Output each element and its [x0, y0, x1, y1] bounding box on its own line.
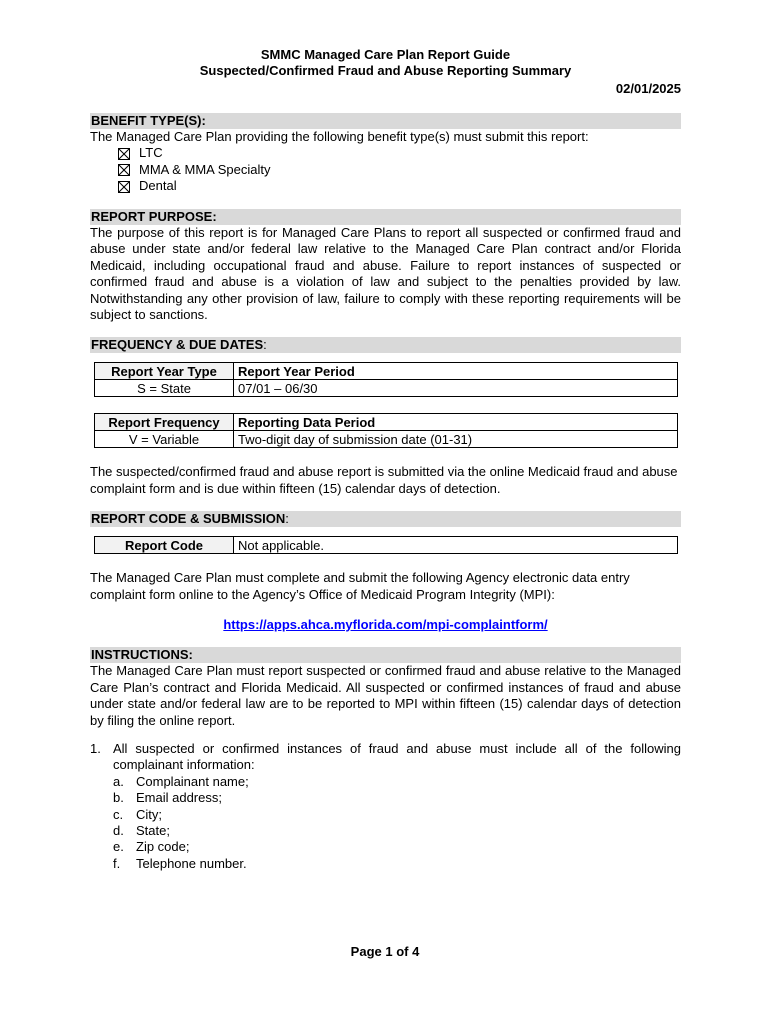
list-item-text: All suspected or confirmed instances of fraud and abuse must include all of the following complainant information:: [113, 741, 681, 773]
sub-item-letter: b.: [113, 790, 124, 806]
report-code-heading: [90, 511, 681, 527]
instructions-text: The Managed Care Plan must report suspected or confirmed fraud and abuse relative to the Managed Care Plan’s contract and Florida Medicaid. All suspected or confirmed instances of fraud and abuse under state and/or federal law are to be reported to MPI within fifteen (15) calendar days of detection by filing the online report.: [90, 663, 681, 728]
sub-list-item: [113, 807, 681, 823]
benefit-types-intro: The Managed Care Plan providing the following benefit type(s) must submit this report:: [90, 129, 589, 144]
sub-item-text: City;: [136, 806, 162, 822]
report-code-value: Not applicable.: [234, 537, 678, 554]
report-code-label: Report Code: [95, 537, 234, 554]
report-frequency-table: [94, 413, 678, 448]
complainant-info-list: [113, 774, 681, 872]
list-item-number: 1.: [90, 741, 101, 756]
report-code-heading-label: REPORT CODE & SUBMISSION: [91, 511, 286, 527]
report-frequency-header: Report Frequency: [95, 414, 234, 431]
list-item-body: [113, 741, 681, 872]
reporting-data-period-value: Two-digit day of submission date (01-31): [234, 431, 678, 448]
checked-box-icon: [118, 181, 130, 193]
sub-list-item: [113, 774, 681, 790]
benefit-types-list: [90, 145, 681, 195]
report-code-text: The Managed Care Plan must complete and submit the following Agency electronic data entry complaint form online to the Agency’s Office of Medicaid Program Integrity (MPI):: [90, 570, 630, 602]
report-code-table: [94, 536, 678, 554]
benefit-types-heading: BENEFIT TYPE(S):: [90, 113, 681, 129]
sub-item-letter: e.: [113, 839, 124, 855]
instructions-list: [90, 741, 681, 872]
sub-list-item: [113, 839, 681, 855]
document-title: [90, 47, 681, 79]
sub-item-text: Telephone number.: [136, 855, 247, 871]
frequency-note: The suspected/confirmed fraud and abuse report is submitted via the online Medicaid fraud and abuse complaint form and is due within fifteen (15) calendar days of detection.: [90, 464, 678, 496]
sub-item-letter: d.: [113, 823, 124, 839]
sub-item-text: Zip code;: [136, 839, 190, 855]
report-purpose-text: The purpose of this report is for Managed Care Plans to report all suspected or confirmed fraud and abuse under state and/or federal law relative to the Managed Care Plan contract and/or Florida Medicaid, including occupational fraud and abuse. Failure to report instances of suspected or confirmed fraud and abuse is a violation of law and subject to the penalties provided by law. Notwithstanding any other provision of law, failure to comply with these reporting requirements will be subject to sanctions.: [90, 224, 681, 322]
report-code-heading-colon: :: [285, 511, 289, 527]
benefit-type-ltc: [118, 145, 681, 162]
document-content: [90, 47, 681, 872]
list-item: [90, 741, 681, 872]
complaint-form-link[interactable]: https://apps.ahca.myflorida.com/mpi-complaintform/: [223, 616, 548, 632]
sub-list-item: [113, 856, 681, 872]
benefit-type-label: Dental: [139, 178, 177, 194]
frequency-heading-colon: :: [263, 337, 267, 353]
sub-item-letter: c.: [113, 806, 124, 822]
benefit-type-label: MMA & MMA Specialty: [139, 161, 271, 177]
benefit-type-label: LTC: [139, 145, 163, 161]
instructions-heading: INSTRUCTIONS:: [90, 647, 681, 663]
report-year-type-value: S = State: [95, 380, 234, 397]
benefit-type-dental: [118, 178, 681, 195]
report-year-table: [94, 362, 678, 397]
sub-list-item: [113, 790, 681, 806]
checked-box-icon: [118, 148, 130, 160]
report-frequency-value: V = Variable: [95, 431, 234, 448]
report-year-period-header: Report Year Period: [234, 363, 678, 380]
title-line-1: SMMC Managed Care Plan Report Guide: [260, 47, 511, 62]
frequency-heading-label: FREQUENCY & DUE DATES: [91, 337, 264, 353]
sub-item-letter: f.: [113, 855, 121, 871]
sub-item-text: Email address;: [136, 790, 222, 806]
sub-list-item: [113, 823, 681, 839]
title-line-2: Suspected/Confirmed Fraud and Abuse Reporting Summary: [199, 63, 572, 78]
report-purpose-heading: REPORT PURPOSE:: [90, 209, 681, 225]
sub-item-text: Complainant name;: [136, 773, 249, 789]
sub-item-text: State;: [136, 823, 170, 839]
page-number: Page 1 of 4: [350, 944, 420, 959]
benefit-type-mma: [118, 162, 681, 179]
checked-box-icon: [118, 164, 130, 176]
frequency-heading: [90, 337, 681, 353]
document-date: 02/01/2025: [615, 81, 681, 96]
complaint-form-link-line: [90, 617, 681, 633]
report-year-period-value: 07/01 – 06/30: [234, 380, 678, 397]
reporting-data-period-header: Reporting Data Period: [234, 414, 678, 431]
report-year-type-header: Report Year Type: [95, 363, 234, 380]
sub-item-letter: a.: [113, 773, 124, 789]
